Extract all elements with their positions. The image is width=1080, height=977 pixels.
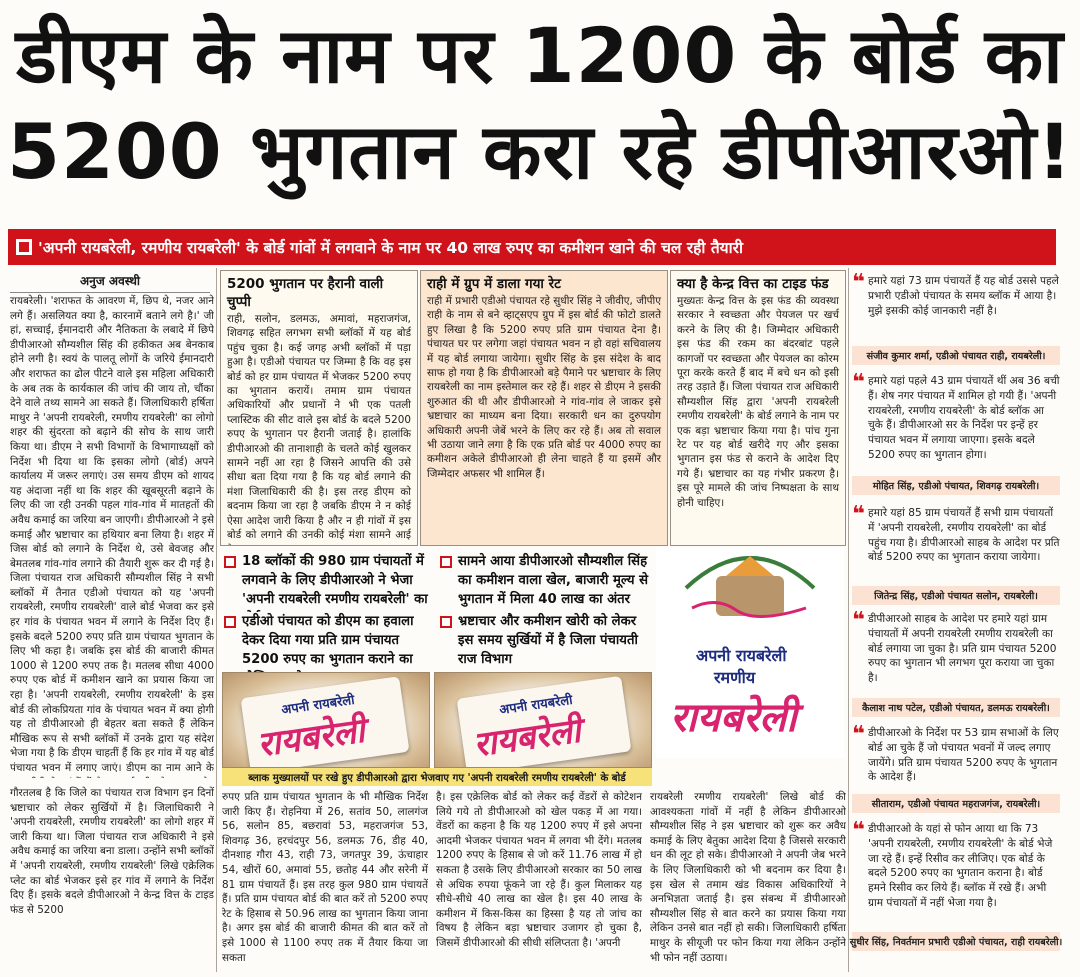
quote-attribution: सीताराम, एडीओ पंचायत महराजगंज, रायबरेली। xyxy=(852,794,1060,813)
quote-text: हमारे यहां पहले 43 ग्राम पंचायतें थीं अब 36 बची हैं। शेष नगर पंचायत में शामिल हो गयी हैं। 'अपनी रायबरेली, रमणीय रायबरेली' के बोर्ड ब्लॉक आ चुके हैं। डीपीआरओ सर के निर्देश पर इन्हें हर पंचायत भवन में लगाया जाएगा। इसके बदले 5200 रुपए का भुगतान होगा। xyxy=(868,375,1060,461)
headline-line-2: 5200 भुगतान करा रहे डीपीआरओ! xyxy=(7,107,1073,196)
bullet-square-icon xyxy=(16,239,32,255)
article-col1-top: रायबरेली। 'शराफत के आवरण में, छिप थे, नजर आने लगे हैं। असलियत क्या है, कारनामें बताने लगे है।' जी हां, सच्चाई, ईमानदारी और नैतिकता के लबादे में छिपे डीपीआरओ सौम्यशील सिंह की हकीकत अब बेनकाब होने लगी है। स्वयं के पालतू लोगों के जरिये ईमानदारी और शराफत का ढोल पीटने वाले इस महिला अधिकारी के अब तक के कार्यकाल की जांच की जाय तो, चौंका देने वाले तथ्य सामने आ सकते हैं। जिलाधिकारी हर्षिता माथुर ने 'अपनी रायबरेली, रमणीय रायबरेली' का लोगो शहर की सुंदरता को बढ़ाने की सोच के साथ जारी किया था। डीएम ने सभी विभागों के विभागाध्यक्षों को निर्देश भी दिया था कि इसका लोगो (बोर्ड) अपने कार्यालय में जरूर लगाएं। उस समय डीएम को शायद यह अंदाजा नहीं था कि शहर की खूबसूरती बढ़ाने के लिए की जा रही उनकी पहल गांव-गांव में मातहतों की अवैध कमाई का जरिया बन जाएगी। डीपीआरओ ने इसे कमाई और भ्रष्टाचार का हथियार बना लिया है। शहर में जिस बोर्ड को लगाने के निर्देश थे, उसे बेवजह और बेमतलब गांव-गांव लगाने की तैयारी शुरू कर दी गई है। जिला पंचायत राज अधिकारी सौम्यशील सिंह ने सभी ब्लॉकों में तैनात एडीओ पंचायत को यह 'अपनी रायबरेली, रमणीय रायबरेली' वाले बोर्ड भेजवा कर इसे हर गांव के पंचायत भवन में लगाने के निर्देश दिए हैं। इसके बदले 5200 रुपए प्रति ग्राम पंचायत भुगतान के लिए भी कहा है। जबकि इस बोर्ड की बाजारी कीमत 1000 से 1200 रुपए तक है। मतलब सीधा 4000 रुपए एक बोर्ड में कमीशन खाने का प्रयास किया जा रहा है। 'अपनी रायबरेली, रमणीय रायबरेली' के इस बोर्ड की लोकप्रियता गांव के पंचायत भवन में क्या होगी यह तो डीपीआरओ ही बेहतर बता सकते हैं लेकिन मौखिक रूप से सभी ब्लॉकों में उनके द्वारा यह संदेश भेजा गया है कि डीएम चाहतीं हैं कि हर गांव में यह बोर्ड पंचायत भवन में लगाए जाएं। डीएम का नाम आने के xyxy=(10,295,214,774)
quote-mark-icon: ❝ xyxy=(852,608,865,633)
quote-block xyxy=(852,608,1060,690)
box-hairani-text: राही, सलोन, डलमऊ, अमावां, महराजगंज, शिवगढ़ सहित लगभग सभी ब्लॉकों में यह बोर्ड पहुंच चुका है। कई जगह अभी ब्लॉकों में पड़ा हुआ है। एडीओ पंचायत पर जिम्मा है कि वह इस बोर्ड को हर ग्राम पंचायत में भेजकर 5200 रुपए का भुगतान करायें। तमाम ग्राम पंचायत अधिकारियों और प्रधानों ने भी एक पतली प्लास्टिक की सीट वाले इस बोर्ड के बदले 5200 रुपए के भुगतान पर हैरानी जताई है। हालांकि डीपीआरओ की तानाशाही के चलते कोई खुलकर सामने नहीं आ रहा है जिसने आपत्ति की उसे सीधा बता दिया गया है कि यह बोर्ड लगाने की मंशा जिलाधिकारी की है। इस तरह डीएम को बदनाम किया जा रहा है जबकि डीएम ने न कोई ऐसा आदेश जारी किया है और न ही गांवों में इस बोर्ड को लगाने की उनकी कोई मंशा सामने आई xyxy=(227,313,411,542)
bullet-item: भ्रष्टाचार और कमीशन खोरी को लेकर इस समय सुर्खियों में है जिला पंचायती राज विभाग xyxy=(438,612,654,672)
quote-mark-icon: ❝ xyxy=(852,502,865,527)
bullet-square-icon xyxy=(440,616,452,628)
box-tied-fund-title: क्या है केन्द्र वित्त का टाइड फंड xyxy=(677,276,829,292)
quote-attribution: कैलाश नाथ पटेल, एडीओ पंचायत, डलमऊ रायबरेली। xyxy=(852,698,1060,717)
subhead-bar xyxy=(8,229,1056,265)
bullet-square-icon xyxy=(224,616,236,628)
logo-board-image xyxy=(656,548,844,758)
box-tied-fund-text: मुख्यतः केन्द्र वित्त के इस फंड की व्यवस्था सरकार ने स्वच्छता और पेयजल पर खर्च करने के लिए की है। जिम्मेदार अधिकारी इस फंड की रकम का बंदरबांट पहले कागजों पर स्वच्छता और पेयजल का कोरम पूरा करके करते हैं बाद में बचे धन को इसी तरह उड़ाते हैं। जिला पंचायत राज अधिकारी सौम्यशील सिंह द्वारा 'अपनी रायबरेली रमणीय रायबरेली' के बोर्ड लगाने के नाम पर एक बड़ा भ्रष्टाचार किया गया है। पांच गुना रेट पर यह बोर्ड खरीदे गए और इसका भुगतान इस फंड से कराने के आदेश दिए गये हैं। भ्रष्टाचार का यह गंभीर प्रकरण है। इस पूरे मामले की जांच निष्पक्षता के साथ होनी चाहिए। xyxy=(677,295,839,509)
headline-line-1: डीएम के नाम पर 1200 के बोर्ड का xyxy=(16,11,1064,100)
box-rahi-group xyxy=(420,270,668,546)
quote-text: हमारे यहां 73 ग्राम पंचायतें हैं यह बोर्ड उससे पहले प्रभारी एडीओ पंचायत के समय ब्लॉक में आया है। मुझे इसकी कोई जानकारी नहीं है। xyxy=(868,275,1059,317)
subhead-text: 'अपनी रायबरेली, रमणीय रायबरेली' के बोर्ड गांवों में लगवाने के नाम पर 40 लाख रुपए का कमीशन खाने की चल रही तैयारी xyxy=(38,239,744,257)
quote-block xyxy=(852,270,1060,342)
box-tied-fund xyxy=(670,270,846,546)
box-rahi-text: राही में प्रभारी एडीओ पंचायत रहे सुधीर सिंह ने जीवीए, जीपीए राही के नाम से बने व्हाट्सएप ग्रुप में इस बोर्ड की फोटो डालते हुए लिखा है कि 5200 रुपए प्रति ग्राम पंचायत देना है। पंचायत घर पर लगेगा जहां पंचायत भवन न हो वहां सचिवालय में यह बोर्ड लगाया जायेगा। सुधीर सिंह के इस संदेश के बाद साफ हो गया है कि डीपीआरओ बड़े पैमाने पर भ्रष्टाचार के लिए रायबरेली का नाम इस्तेमाल कर रहे हैं। शहर से डीएम ने इसकी शुरुआत की थी और डीपीआरओ ने गांव-गांव ले जाकर इसे भ्रष्टाचार का माध्यम बना दिया। सरकारी धन का दुरुपयोग अधिकारी अपनी जेबें भरने के लिए कर रहे हैं। अब तो सवाल भी उठाया जाने लगा है कि एक प्रति बोर्ड पर 4000 रुपए का कमीशन अकेले डीपीआरओ ही लेना चाहते हैं या इसमें और जिम्मेदार अफसर भी शामिल हैं। xyxy=(427,295,661,480)
headline xyxy=(0,8,1080,200)
bullet-item: 18 ब्लॉकों की 980 ग्राम पंचायतों में लगवाने के लिए डीपीआरओ ने भेजा 'अपनी रायबरेली रमणीय रायबरेली' का xyxy=(222,552,434,612)
bullet-square-icon xyxy=(224,556,236,568)
quote-attribution: जितेन्द्र सिंह, एडीओ पंचायत सलोन, रायबरेली। xyxy=(852,586,1060,605)
column-divider xyxy=(216,268,217,972)
quote-block xyxy=(852,370,1060,468)
quote-attribution: संजीव कुमार शर्मा, एडीओ पंचायत राही, रायबरेली। xyxy=(852,346,1060,365)
logo-line-2: रमणीय xyxy=(714,668,756,687)
quote-block xyxy=(852,818,1060,928)
photo-boards-1 xyxy=(222,672,430,768)
quote-mark-icon: ❝ xyxy=(852,370,865,395)
quote-text: डीपीआरओ के निर्देश पर 53 ग्राम सभाओं के लिए बोर्ड आ चुके हैं जो पंचायत भवनों में जल्द लगाए जायेंगे। प्रति ग्राम पंचायत 5200 रुपए के भुगतान के आदेश हैं। xyxy=(868,727,1059,784)
quote-mark-icon: ❝ xyxy=(852,270,865,295)
bullet-square-icon xyxy=(440,556,452,568)
photo-board-text: रायबरेली xyxy=(471,710,584,766)
quote-text: हमारे यहां 85 ग्राम पंचायतें हैं सभी ग्राम पंचायतों में 'अपनी रायबरेली, रमणीय रायबरेली' का बोर्ड पहुंच गया है। डीपीआरओ साहब के आदेश पर प्रति बोर्ड 5200 रुपए का भुगतान कराया जायेगा। xyxy=(868,507,1060,564)
quote-attribution: मोहित सिंह, एडीओ पंचायत, शिवगढ़ रायबरेली। xyxy=(852,476,1060,495)
box-hairani-title: 5200 भुगतान पर हैरानी वाली चुप्पी xyxy=(227,276,384,310)
column-divider xyxy=(848,268,849,972)
quote-mark-icon: ❝ xyxy=(852,722,865,747)
logo-line-1: अपनी रायबरेली xyxy=(696,646,787,665)
article-col3: है। इस एक्रेलिक बोर्ड को लेकर कई वेंडरों से कोटेशन लिये गये तो डीपीआरओ को खेल पकड़ में आ गया। वेंडरों का कहना है कि यह 1200 रुपए में इसे अपना आदमी भेजकर पंचायत भवन में लगवा भी देंगे। मतलब 1200 रुपए के हिसाब से जो करें 11.76 लाख में हो सकता है उसके लिए डीपीआरओ सरकार का 50 लाख से अधिक रुपया फूंकने जा रहे हैं। कुल मिलाकर यह सीधे-सीधे 40 लाख का खेल है। इस 40 लाख के कमीशन में किस-किस का हिस्सा है यह तो जांच का विषय है लेकिन बड़ा भ्रष्टाचार उजागर हो चुका है, जिसमें डीपीआरओ की सीधी संलिप्तता है। 'अपनी xyxy=(436,791,642,949)
photo-boards-2 xyxy=(434,672,652,768)
bullet-item: एडीओ पंचायत को डीएम का हवाला देकर दिया गया प्रति ग्राम पंचायत 5200 रुपए का भुगतान कराने का xyxy=(222,612,434,672)
byline: अनुज अवस्थी xyxy=(10,272,210,293)
quote-attribution: सुधीर सिंह, निवर्तमान प्रभारी एडीओ पंचायत, राही रायबरेली। xyxy=(852,932,1060,951)
logo-line-3: रायबरेली xyxy=(670,695,797,741)
article-col2: रुपए प्रति ग्राम पंचायत भुगतान के भी मौखिक निर्देश जारी किए हैं। रोहनिया में 26, सतांव 50, लालगंज 56, सलोन 85, बछरावां 53, महराजगंज 53, शिवगढ़ 36, हरचंदपुर 56, डलमऊ 76, डीह 40, दीनशाह गौरा 43, राही 73, जगतपुर 39, ऊंचाहार 54, खीरों 60, अमावां 55, छतोह 44 और सरेनी में 81 ग्राम पंचायतें हैं। इस तरह कुल 980 ग्राम पंचायतें हैं। प्रति ग्राम पंचायत बोर्ड की बात करें तो 5200 रुपए रेट के हिसाब से 50.96 लाख का भुगतान किया जाना है। अगर इस बोर्ड की बाजारी कीमत की बात करें तो इसे 1000 से 1100 रुपए तक में तैयार किया जा सकता xyxy=(222,791,428,964)
article-col1-bottom: गौरतलब है कि जिले का पंचायत राज विभाग इन दिनों भ्रष्टाचार को लेकर सुर्खियों में है। जिलाधिकारी ने 'अपनी रायबरेली, रमणीय रायबरेली' का लोगो शहर में जारी किया था। जिला पंचायत राज अधिकारी ने इसे अवैध कमाई का जरिया बना डाला। उन्होंने सभी ब्लॉकों में 'अपनी रायबरेली, रमणीय रायबरेली' लिखे एक्रेलिक प्लेट का बोर्ड भेजकर इसे हर गांव में लगाने के निर्देश दिए हैं। इसके बदले डीपीआरओ ने केन्द्र वित्त के टाइड फंड से 5200 xyxy=(10,787,214,916)
quote-mark-icon: ❝ xyxy=(852,818,865,843)
article-col4: रायबरेली रमणीय रायबरेली' लिखे बोर्ड की आवश्यकता गांवों में नहीं है लेकिन डीपीआरओ सौम्यशील सिंह ने इस भ्रष्टाचार को शुरू कर अवैध कमाई के लिए बेतुका आदेश दिया है जिससे सरकारी धन की लूट हो सके। डीपीआरओ ने अपनी जेब भरने के लिए जिलाधिकारी को भी बदनाम कर दिया है। इस खेल से तमाम खंड विकास अधिकारियों ने अनभिज्ञता जताई है। इस संबन्ध में डीपीआरओ सौम्यशील सिंह से बात करने का प्रयास किया गया लेकिन उनसे बात नहीं हो सकी। जिलाधिकारी हर्षिता माथुर के सीयूजी पर फोन किया गया लेकिन उन्होंने भी फोन नहीं उठाया। xyxy=(650,791,846,964)
photo-board-text: अपनी रायबरेली xyxy=(280,692,356,719)
bullet-item: सामने आया डीपीआरओ सौम्यशील सिंह का कमीशन वाला खेल, बाजारी मूल्य से भुगतान में मिला 40 लाख का अंतर xyxy=(438,552,654,612)
photo-caption: ब्लाक मुख्यालयों पर रखे हुए डीपीआरओ द्वारा भेजवाए गए 'अपनी रायबरेली रमणीय रायबरेली' के बोर्ड xyxy=(222,768,652,786)
photo-board-text: अपनी रायबरेली xyxy=(498,692,574,719)
quote-block xyxy=(852,722,1060,790)
quote-text: डीपीआरओ साहब के आदेश पर हमारे यहां ग्राम पंचायतों में अपनी रायबरेली रमणीय रायबरेली का बोर्ड लगाया जा चुका है। प्रति ग्राम पंचायत 5200 रुपए का भुगतान भी लगभग पूरा कराया जा चुका है। xyxy=(868,613,1057,685)
quote-block xyxy=(852,502,1060,582)
box-rahi-title: राही में ग्रुप में डाला गया रेट xyxy=(427,276,561,292)
box-hairani xyxy=(220,270,418,546)
quote-text: डीपीआरओ के यहां से फोन आया था कि 73 'अपनी रायबरेली, रमणीय रायबरेली' के बोर्ड भेजे जा रहे हैं। इन्हें रिसीव कर लीजिए। एक बोर्ड के बदले 5200 रुपए का भुगतान कराना है। बोर्ड हमने रिसीव कर लिये हैं। ब्लॉक में रखे हैं। अभी ग्राम पंचायतों में नहीं भेजा गया है। xyxy=(868,823,1053,909)
photo-board-text: रायबरेली xyxy=(255,710,368,766)
